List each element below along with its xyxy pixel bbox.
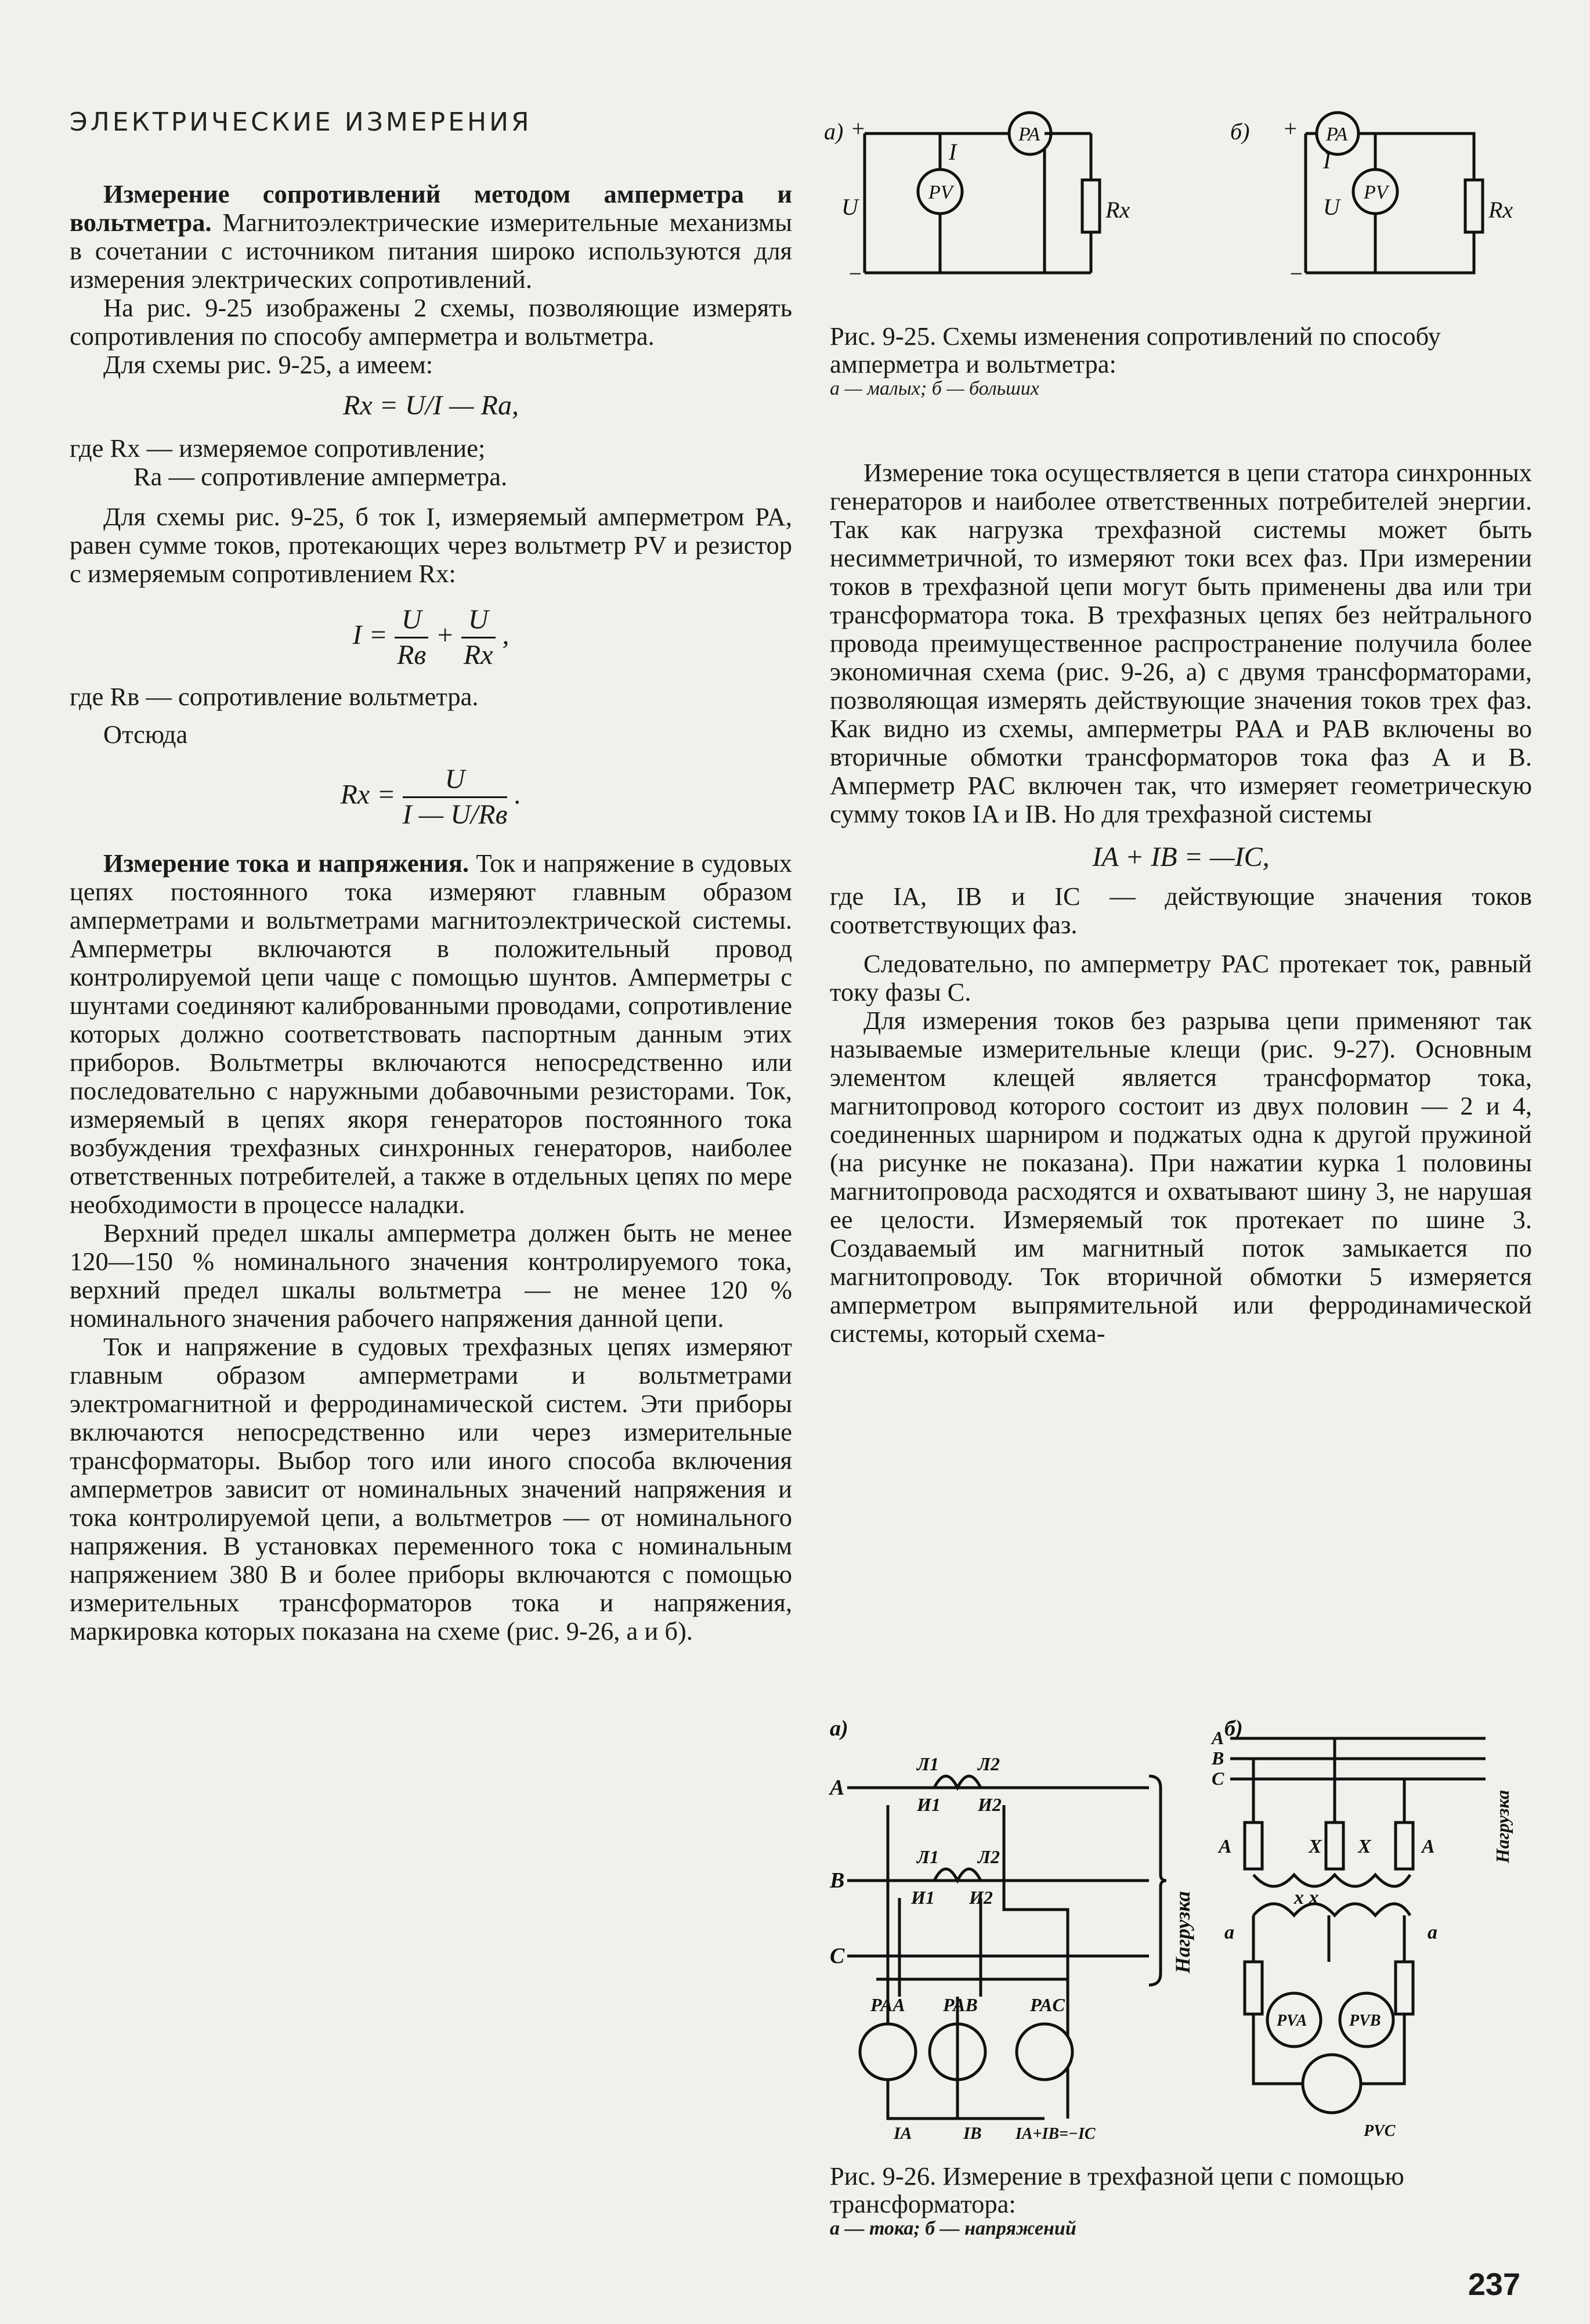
ammeter-pab: PAB <box>943 1994 978 2015</box>
fig25-label-b: б) <box>1230 118 1250 145</box>
paragraph: Для схемы рис. 9-25, а имеем: <box>103 350 433 379</box>
svg-text:X: X <box>1309 1836 1322 1857</box>
svg-text:В: В <box>1212 1748 1224 1769</box>
svg-text:С: С <box>1212 1768 1224 1789</box>
svg-text:А: А <box>1212 1727 1224 1748</box>
paragraph: Ток и напряжение в судовых трехфазных цепях измеряют главным образом амперметрами и вольтметрами электромагнитной и ферродинамической систем. Эти приборы включаются непосредственно или через измерительные трансформаторы. Выбор того или иного способа включения амперметров зависит от номинальных значений напряжения и тока контролируемой цепи, а вольтметров — от номинального напряжения. В установках переменного тока с номинальным напряжением 380 В и более приборы включаются с помощью измерительных трансформаторов тока и напряжения, маркировка которых показана на схеме (рис. 9-26, а и б). <box>70 1332 792 1645</box>
formula-rx-b: Rx = $\frac{U}{I — U/Rв}$ . <box>340 764 522 830</box>
svg-text:x x: x x <box>1294 1887 1319 1908</box>
formula-phase-sum: IA + IB = —IC, <box>1092 842 1270 872</box>
formula-rx-a: Rx = U/I — Ra, <box>343 390 519 421</box>
figure-9-26 <box>824 1718 1538 2153</box>
voltmeter-pva: PVA <box>1277 2012 1307 2030</box>
svg-text:I: I <box>1323 147 1331 174</box>
voltmeter-pvc: PVC <box>1364 2122 1396 2140</box>
ammeter-pa-b: PA <box>1326 124 1348 145</box>
section-title-current-voltage: Измерение тока и напряжения. <box>103 849 469 878</box>
fig26-label-b: б) <box>1224 1718 1243 1741</box>
section-title-resistance: Измерение сопротивлений методом амперметра и вольтметра. <box>70 179 792 237</box>
voltmeter-pvb: PVB <box>1349 2012 1381 2030</box>
svg-text:IB: IB <box>963 2124 982 2143</box>
svg-text:И1: И1 <box>911 1887 935 1908</box>
where-line: Rа — сопротивление амперметра. <box>133 462 508 491</box>
figure-9-25-caption: Рис. 9-25. Схемы изменения сопротивлений по способу амперметра и вольтметра: <box>830 322 1441 378</box>
paragraph: Измерение тока осуществляется в цепи статора синхронных генераторов и наиболее ответственных потребителей энергии. Так как нагрузка трехфазной системы может быть несимметричной, то измеряют токи всех фаз. При измерении токов в трехфазной цепи могут быть применены два или три трансформатора тока. В трехфазных цепях без нейтрального провода преимущественное распространение получила более экономичная схема (рис. 9-26, а) с двумя трансформаторами, позволяющая измерять действующие значения токов трех фаз. Как видно из схемы, амперметры PAA и PAB включены во вторичные обмотки трансформаторов тока фаз A и B. Амперметр PAC включен так, что измеряет геометрическую сумму токов IA и IB. Но для трехфазной системы <box>830 458 1532 828</box>
where-line: где IA, IB и IC — действующие значения токов соответствующих фаз. <box>830 882 1532 939</box>
svg-text:Л1: Л1 <box>917 1753 939 1774</box>
page-number: 237 <box>1468 2267 1520 2302</box>
section-current-voltage-p1: Измерение тока и напряжения. Ток и напряжение в судовых цепях постоянного тока измеряют главным образом амперметрами и вольтметрами магнитоэлектрической системы. Амперметры включаются в положительный провод контролируемой цепи чаще с помощью шунтов. Амперметры с шунтами соединяют калиброванными проводами, сопротивление которых должно соответствовать паспортным данным этих приборов. Вольтметры включаются непосредственно или последовательно с наружными добавочными резисторами. Ток, измеряемый в цепях якоря генераторов постоянного тока возбуждения трехфазных синхронных генераторов, наиболее ответственных потребителей, а также в отдельных цепях по мере необходимости в процессе наладки. <box>70 849 793 1219</box>
section-resistance-p1: Измерение сопротивлений методом амперметра и вольтметра. Магнитоэлектрические измерительные механизмы в сочетании с источником питания широко используются для измерения электрических сопротивлений. <box>70 179 792 294</box>
svg-text:IA+IB=−IC: IA+IB=−IC <box>1016 2125 1096 2143</box>
svg-text:+: + <box>1282 116 1298 142</box>
load-label-b: Нагрузка <box>1492 1790 1513 1863</box>
right-column <box>830 459 1532 1348</box>
svg-text:+: + <box>850 116 866 142</box>
svg-text:−: − <box>1288 261 1304 287</box>
svg-text:a: a <box>1428 1922 1437 1943</box>
figure-9-25-subcaption: а — малых; б — больших <box>830 378 1039 399</box>
svg-text:−: − <box>847 261 863 287</box>
resistor-rx-b: Rx <box>1488 197 1513 223</box>
svg-text:А: А <box>1219 1836 1232 1857</box>
paragraph: Следовательно, по амперметру PAC протекает ток, равный току фазы C. <box>830 949 1532 1006</box>
formula-current-b: I = $\frac{U}{Rв}$ + $\frac{U}{Rx}$ , <box>352 604 509 670</box>
svg-text:И2: И2 <box>978 1794 1002 1815</box>
svg-text:I: I <box>949 139 957 165</box>
paragraph: Отсюда <box>103 720 188 749</box>
resistor-rx-a: Rx <box>1105 197 1130 223</box>
svg-text:А: А <box>1422 1836 1435 1857</box>
svg-text:U: U <box>841 194 858 220</box>
running-header: ЭЛЕКТРИЧЕСКИЕ ИЗМЕРЕНИЯ <box>70 107 532 137</box>
paragraph: На рис. 9-25 изображены 2 схемы, позволяющие измерять сопротивления по способу амперметра и вольтметра. <box>70 293 792 351</box>
svg-text:А: А <box>830 1776 845 1800</box>
fig26-label-a: а) <box>830 1718 848 1741</box>
where-line: где Rx — измеряемое сопротивление; <box>70 434 486 463</box>
figure-9-25 <box>824 104 1538 296</box>
figure-9-26-subcaption: а — тока; б — напряжений <box>830 2218 1076 2239</box>
ammeter-pa-a: PA <box>1018 124 1040 145</box>
svg-text:a: a <box>1224 1922 1234 1943</box>
svg-text:U: U <box>1323 194 1340 220</box>
svg-text:IA: IA <box>894 2124 912 2143</box>
svg-text:X: X <box>1358 1836 1371 1857</box>
paragraph: Для измерения токов без разрыва цепи применяют так называемые измерительные клещи (рис. 9-27). Основным элементом клещей является трансформатор тока, магнитопровод которого состоит из двух половин — 2 и 4, соединенных шарниром и поджатых одна к другой пружиной (на рисунке не показана). При нажатии курка 1 половины магнитопровода расходятся и охватывают шину 3, не нарушая ее целости. Измеряемый ток протекает по шине 3. Создаваемый им магнитный поток замыкается по магнитопроводу. Ток вторичной обмотки 5 измеряется амперметром выпрямительной или ферродинамической системы, который схема- <box>830 1006 1532 1348</box>
fig25-label-a: а) <box>824 118 844 145</box>
figure-9-26-caption: Рис. 9-26. Измерение в трехфазной цепи с помощью трансформатора: <box>830 2161 1404 2218</box>
voltmeter-pv-a: PV <box>928 182 953 203</box>
svg-text:С: С <box>830 1944 845 1968</box>
svg-text:Л2: Л2 <box>978 1846 1000 1867</box>
svg-text:Л2: Л2 <box>978 1753 1000 1774</box>
svg-text:Л1: Л1 <box>917 1846 939 1867</box>
svg-text:И1: И1 <box>917 1794 941 1815</box>
left-column <box>70 180 792 1645</box>
svg-text:И2: И2 <box>969 1887 993 1908</box>
paragraph: Для схемы рис. 9-25, б ток I, измеряемый амперметром PA, равен сумме токов, протекающих через вольтметр PV и резистор с измеряемым сопротивлением Rx: <box>70 502 792 588</box>
ammeter-paa: PAA <box>870 1994 905 2015</box>
where-line: где Rв — сопротивление вольтметра. <box>70 682 479 711</box>
paragraph: Верхний предел шкалы амперметра должен быть не менее 120—150 % номинального значения контролируемого тока, верхний предел шкалы вольтметра — не менее 120 % номинального значения рабочего напряжения данной цепи. <box>70 1218 792 1333</box>
ammeter-pac: PAC <box>1030 1994 1065 2015</box>
voltmeter-pv-b: PV <box>1364 182 1388 203</box>
svg-text:В: В <box>830 1868 845 1893</box>
load-label-a: Нагрузка <box>1171 1891 1194 1973</box>
